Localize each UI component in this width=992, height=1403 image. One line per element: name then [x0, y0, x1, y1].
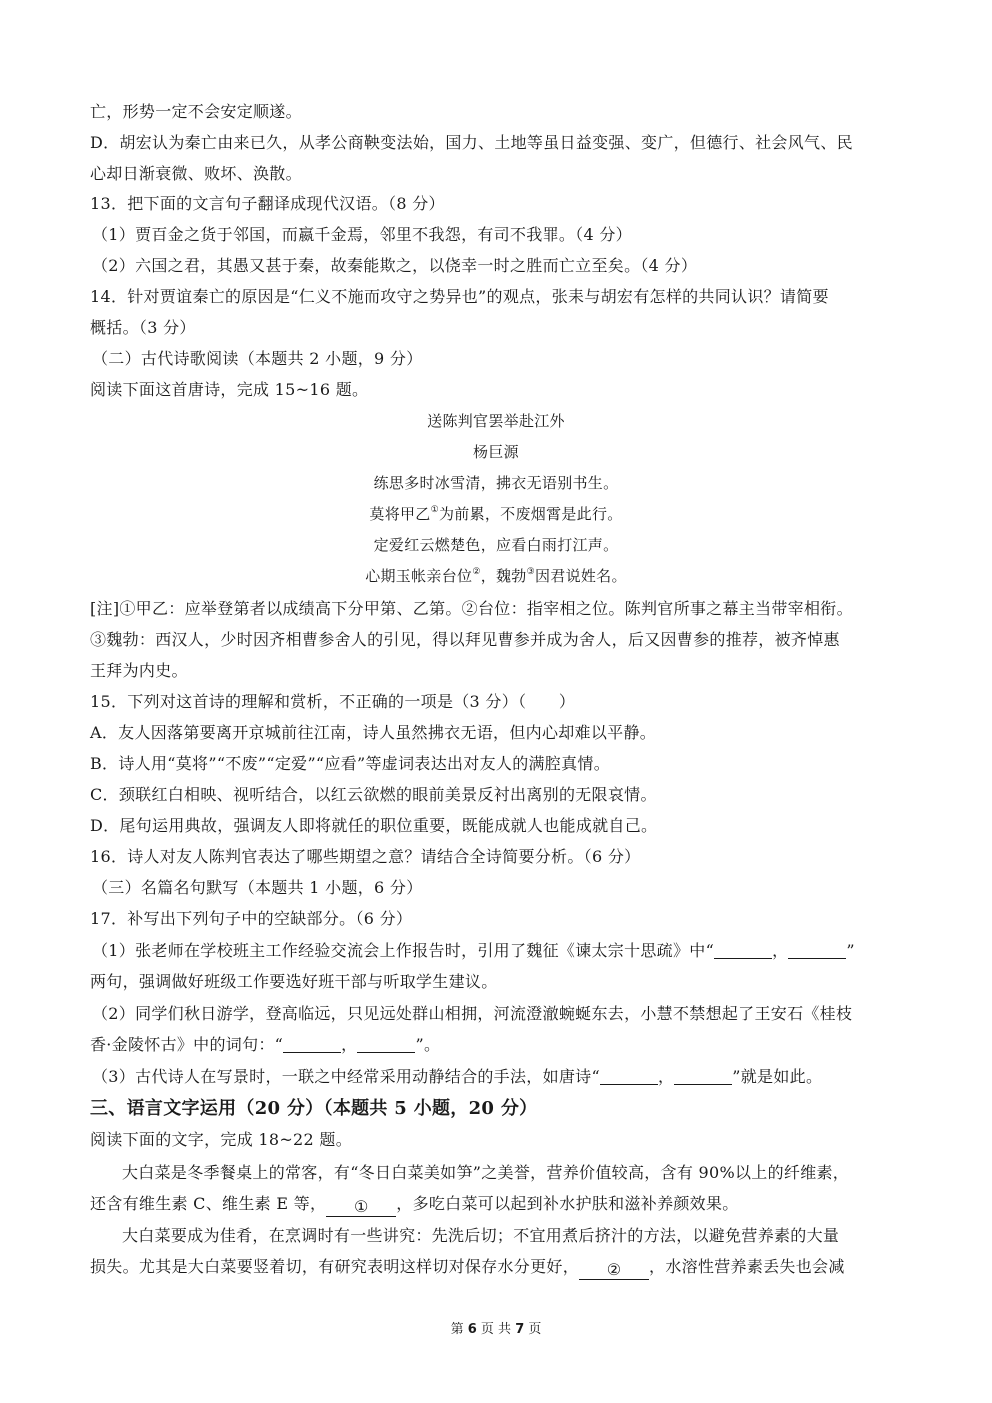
- passage-line: [90, 1188, 906, 1219]
- option-d: D．尾句运用典故，强调友人即将就任的职位重要，既能成就人也能成就自己。: [90, 816, 658, 835]
- answer-blank[interactable]: [357, 1034, 415, 1053]
- q17-text: ”。: [415, 1035, 441, 1054]
- poem-text: 因君说姓名。: [534, 567, 627, 585]
- question-17-part-2: （2）同学们秋日游学，登高临远，只见远处群山相拥，河流澄澈蜿蜒东去，小慧不禁想起了王安石《桂枝: [92, 1004, 853, 1023]
- footer-text: 第: [450, 1322, 468, 1337]
- poem-line-2: [0, 499, 992, 530]
- poem-text: 为前累，不废烟霄是此行。: [438, 505, 623, 523]
- poem-author: 杨巨源: [473, 443, 519, 461]
- question-17-part-1: [92, 935, 908, 966]
- answer-blank-1[interactable]: ①: [326, 1198, 396, 1217]
- answer-blank[interactable]: [600, 1066, 658, 1085]
- option-d-line: D．胡宏认为秦亡由来已久，从孝公商鞅变法始，国力、土地等虽日益变强、变广，但德行、社会风气、民: [90, 133, 853, 152]
- heading-text: 20: [254, 1098, 281, 1119]
- passage-line: [90, 1251, 906, 1282]
- question-17-part-2-continued: [90, 1029, 906, 1060]
- passage-text: ，水溶性营养素丢失也会减: [649, 1257, 845, 1276]
- q17-text: ”: [846, 941, 855, 960]
- passage-text: 还含有维生素 C、维生素 E 等，: [90, 1194, 327, 1213]
- question-15: 15．下列对这首诗的理解和赏析，不正确的一项是（3 分）（ ）: [90, 692, 576, 711]
- note-mark: ②: [472, 567, 481, 577]
- section-poetry-heading: （二）古代诗歌阅读（本题共 2 小题，9 分）: [92, 349, 423, 368]
- poem-text: 心期玉帐亲台位: [365, 567, 473, 585]
- option-b: B．诗人用“莫将”“不废”“定爱”“应看”等虚词表达出对友人的满腔真情。: [90, 754, 610, 773]
- poem-line-1: 练思多时冰雪清，拂衣无语别书生。: [373, 474, 619, 492]
- note-mark: ③: [526, 567, 535, 577]
- text-line: 亡，形势一定不会安定顺遂。: [90, 102, 302, 121]
- question-13-part-1: （1）贾百金之货于邻国，而嬴千金焉，邻里不我怨，有司不我罪。（4 分）: [92, 225, 632, 244]
- q17-text: ”就是如此。: [732, 1067, 823, 1086]
- answer-blank-2[interactable]: ②: [579, 1261, 649, 1280]
- part-3-heading: [90, 1093, 906, 1124]
- q17-text: ，: [341, 1035, 358, 1054]
- q17-text: ，: [657, 1067, 675, 1086]
- page-number: 6: [467, 1322, 477, 1337]
- question-17-part-1-continued: 两句，强调做好班级工作要选好班干部与听取学生建议。: [90, 972, 498, 991]
- question-17: 17．补写出下列句子中的空缺部分。（6 分）: [90, 909, 413, 928]
- question-14: 14．针对贾谊秦亡的原因是“仁义不施而攻守之势异也”的观点，张耒与胡宏有怎样的共同认识？请简要: [90, 287, 829, 306]
- total-pages: 7: [515, 1322, 525, 1337]
- answer-blank[interactable]: [283, 1034, 341, 1053]
- reading-instruction: 阅读下面的文字，完成 18~22 题。: [90, 1130, 352, 1149]
- answer-blank[interactable]: [714, 940, 772, 959]
- text-line: 心却日渐衰微、败坏、涣散。: [90, 164, 302, 183]
- answer-blank[interactable]: [788, 940, 846, 959]
- question-14-continued: 概括。（3 分）: [90, 318, 196, 337]
- question-13-part-2: （2）六国之君，其愚又甚于秦，故秦能欺之，以侥幸一时之胜而亡立至矣。（4 分）: [92, 256, 698, 275]
- heading-text: 20: [468, 1098, 495, 1119]
- heading-text: 三、语言文字运用（: [90, 1098, 255, 1119]
- question-13: 13．把下面的文言句子翻译成现代汉语。（8 分）: [90, 194, 445, 213]
- poem-text: 莫将甲乙: [369, 505, 431, 523]
- footer-text: 页 共: [476, 1322, 516, 1337]
- poem-text: ，魏勃: [480, 567, 527, 585]
- option-c: C．颈联红白相映、视听结合，以红云欲燃的眼前美景反衬出离别的无限哀情。: [90, 785, 657, 804]
- note-mark: ①: [430, 505, 439, 515]
- poem-title: 送陈判官罢举赴江外: [427, 412, 565, 430]
- heading-text: 分）（本题共: [280, 1098, 395, 1119]
- question-17-part-3: [92, 1061, 908, 1092]
- section-recitation-heading: （三）名篇名句默写（本题共 1 小题，6 分）: [92, 878, 423, 897]
- question-16: 16．诗人对友人陈判官表达了哪些期望之意？请结合全诗简要分析。（6 分）: [90, 847, 641, 866]
- passage-line: 大白菜是冬季餐桌上的常客，有“冬日白菜美如笋”之美誉，营养价值较高，含有 90%以上的纤维素，: [122, 1163, 850, 1182]
- heading-text: 小题，: [407, 1098, 469, 1119]
- poetry-instruction: 阅读下面这首唐诗，完成 15~16 题。: [90, 380, 369, 399]
- option-a: A．友人因落第要离开京城前往江南，诗人虽然拂衣无语，但内心却难以平静。: [90, 723, 657, 742]
- q17-text: （3）古代诗人在写景时，一联之中经常采用动静结合的手法，如唐诗“: [92, 1067, 600, 1086]
- poem-note: 王拜为内史。: [90, 661, 188, 680]
- footer-text: 页: [524, 1322, 542, 1337]
- heading-text: 5: [394, 1098, 408, 1119]
- poem-line-3: 定爱红云燃楚色，应看白雨打江声。: [373, 536, 619, 554]
- page-footer: [0, 1318, 992, 1337]
- poem-note: [注]①甲乙：应举登第者以成绩高下分甲第、乙第。②台位：指宰相之位。陈判官所事之幕主当带宰相衔。: [90, 599, 853, 618]
- poem-line-4: [0, 561, 992, 592]
- poem-note: ③魏勃：西汉人，少时因齐相曹参舍人的引见，得以拜见曹参并成为舍人，后又因曹参的推荐，被齐悼惠: [90, 630, 840, 649]
- passage-line: 大白菜要成为佳肴，在烹调时有一些讲究：先洗后切；不宜用煮后挤汁的方法，以避免营养素的大量: [122, 1226, 840, 1245]
- passage-text: 损失。尤其是大白菜要竖着切，有研究表明这样切对保存水分更好，: [90, 1257, 580, 1276]
- q17-text: （1）张老师在学校班主工作经验交流会上作报告时，引用了魏征《谏太宗十思疏》中“: [92, 941, 715, 960]
- answer-blank[interactable]: [674, 1066, 732, 1085]
- q17-text: ，: [772, 941, 789, 960]
- q17-text: 香·金陵怀古》中的词句：“: [90, 1035, 284, 1054]
- passage-text: ，多吃白菜可以起到补水护肤和滋补养颜效果。: [396, 1194, 739, 1213]
- heading-text: 分）: [494, 1098, 538, 1119]
